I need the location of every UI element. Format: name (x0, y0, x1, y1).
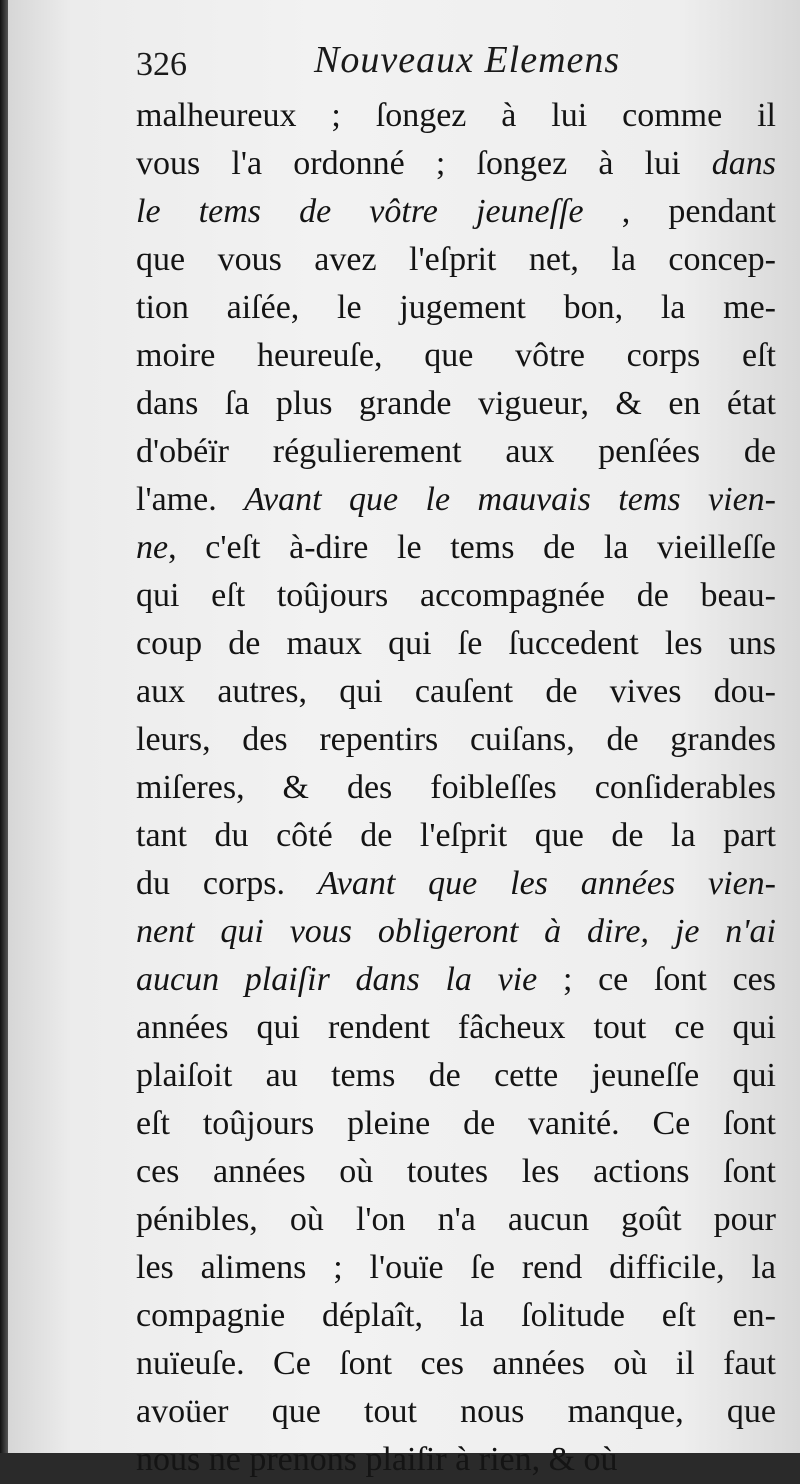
text-segment: , c'eſt à-dire le tems de la vieilleſſe (168, 529, 776, 566)
text-segment: l'ame. (136, 481, 245, 518)
text-line (136, 956, 776, 1004)
italic-segment: ne (136, 529, 169, 566)
text-line (136, 716, 776, 764)
italic-segment: le tems de vôtre jeuneſſe (136, 193, 584, 230)
italic-segment: nent qui vous obligeront à dire, je n'ai (136, 913, 776, 950)
text-segment: les alimens ; l'ouïe ſe rend difficile, la (136, 1249, 776, 1286)
text-segment: moire heureuſe, que vôtre corps eſt (136, 337, 776, 374)
text-line (136, 1292, 776, 1340)
page-edge-shadow (0, 0, 8, 1453)
text-line (136, 620, 776, 668)
text-line (136, 1148, 776, 1196)
body-text (136, 92, 776, 1484)
text-line (136, 572, 776, 620)
text-line (136, 1388, 776, 1436)
text-segment: coup de maux qui ſe ſuccedent les uns (136, 625, 776, 662)
text-segment: ces années où toutes les actions ſont (136, 1153, 776, 1190)
text-segment: vous l'a ordonné ; ſongez à lui (136, 145, 712, 182)
text-line (136, 812, 776, 860)
text-line (136, 1052, 776, 1100)
text-segment: qui eſt toûjours accompagnée de beau- (136, 577, 776, 614)
text-segment: années qui rendent fâcheux tout ce qui (136, 1009, 776, 1046)
text-segment: nuïeuſe. Ce ſont ces années où il faut (136, 1345, 776, 1382)
text-segment: compagnie déplaît, la ſolitude eſt en- (136, 1297, 776, 1334)
text-segment: plaiſoit au tems de cette jeuneſſe qui (136, 1057, 776, 1094)
text-line (136, 764, 776, 812)
page-header (136, 38, 656, 98)
text-line (136, 668, 776, 716)
text-segment: tion aiſée, le jugement bon, la me- (136, 289, 776, 326)
text-segment: miſeres, & des foibleſſes conſiderables (136, 769, 776, 806)
text-line (136, 140, 776, 188)
text-line (136, 188, 776, 236)
text-segment: pénibles, où l'on n'a aucun goût pour (136, 1201, 776, 1238)
text-line (136, 428, 776, 476)
italic-segment: Avant que le mauvais tems vien- (244, 481, 776, 518)
italic-segment: Avant que les années vien- (317, 865, 776, 902)
book-page (8, 0, 800, 1478)
text-line (136, 1004, 776, 1052)
text-segment: d'obéïr régulierement aux penſées de (136, 433, 776, 470)
text-segment: dans ſa plus grande vigueur, & en état (136, 385, 776, 422)
text-segment: que vous avez l'eſprit net, la concep- (136, 241, 776, 278)
text-segment: ; ce ſont ces (537, 961, 776, 998)
text-segment: aux autres, qui cauſent de vives dou- (136, 673, 776, 710)
text-line (136, 476, 776, 524)
text-line (136, 92, 776, 140)
page-number: 326 (136, 46, 187, 83)
text-line (136, 524, 776, 572)
text-line (136, 1196, 776, 1244)
text-segment: leurs, des repentirs cuiſans, de grandes (136, 721, 776, 758)
text-line (136, 284, 776, 332)
running-title: Nouveaux Elemens (314, 39, 621, 81)
text-line (136, 1340, 776, 1388)
text-segment: tant du côté de l'eſprit que de la part (136, 817, 776, 854)
text-line (136, 860, 776, 908)
text-segment: , pendant (583, 193, 776, 230)
text-segment: eſt toûjours pleine de vanité. Ce ſont (136, 1105, 776, 1142)
text-line (136, 236, 776, 284)
text-line (136, 1436, 776, 1484)
text-line (136, 908, 776, 956)
text-segment: avoüer que tout nous manque, que (136, 1393, 776, 1430)
italic-segment: dans (711, 145, 776, 182)
italic-segment: aucun plaiſir dans la vie (136, 961, 538, 998)
text-line (136, 1244, 776, 1292)
text-line (136, 380, 776, 428)
text-segment: nous ne prenons plaiſir à rien, & où (136, 1441, 618, 1478)
text-line (136, 332, 776, 380)
text-segment: malheureux ; ſongez à lui comme il (136, 97, 776, 134)
text-segment: du corps. (136, 865, 318, 902)
text-line (136, 1100, 776, 1148)
